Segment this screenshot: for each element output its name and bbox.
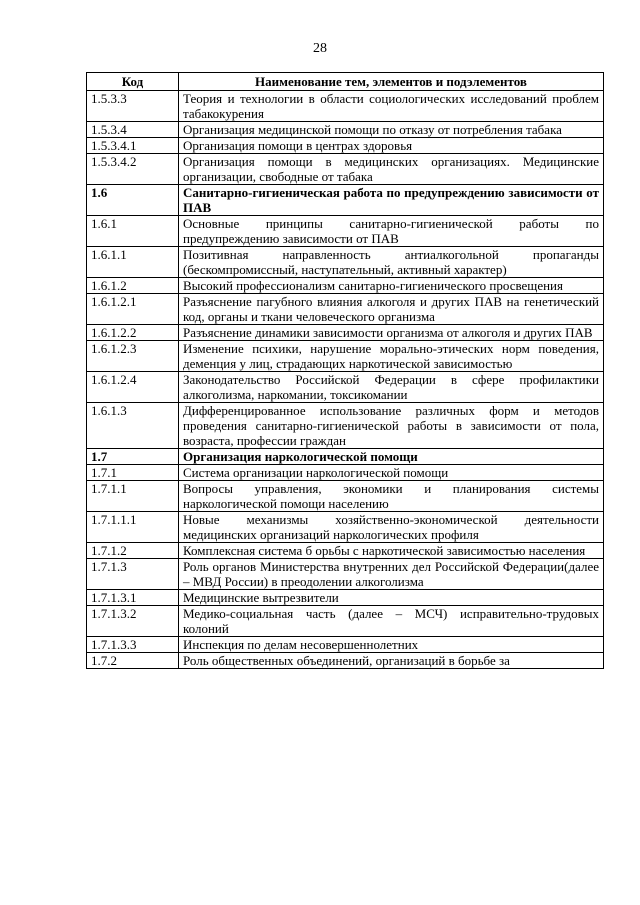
row-title: Законодательство Российской Федерации в сфере профилактики алкоголизма, наркомании, токсикомании <box>179 372 604 403</box>
row-code: 1.7.2 <box>87 653 179 669</box>
page-number: 28 <box>313 41 327 56</box>
row-code: 1.6.1.2.4 <box>87 372 179 403</box>
row-code: 1.6.1.1 <box>87 247 179 278</box>
row-title: Вопросы управления, экономики и планирования системы наркологической помощи населению <box>179 481 604 512</box>
row-code: 1.7.1.3 <box>87 559 179 590</box>
table-row <box>87 606 604 637</box>
row-title: Инспекция по делам несовершеннолетних <box>179 637 604 653</box>
row-code: 1.6.1.2.2 <box>87 325 179 341</box>
row-code: 1.5.3.4.2 <box>87 154 179 185</box>
row-code: 1.7 <box>87 449 179 465</box>
row-code: 1.7.1.1.1 <box>87 512 179 543</box>
row-title: Медицинские вытрезвители <box>179 590 604 606</box>
table-row <box>87 341 604 372</box>
table-row <box>87 138 604 154</box>
row-title: Организация помощи в центрах здоровья <box>179 138 604 154</box>
row-title: Роль общественных объединений, организаций в борьбе за <box>179 653 604 669</box>
row-title: Организация наркологической помощи <box>179 449 604 465</box>
table-row <box>87 559 604 590</box>
row-title: Организация медицинской помощи по отказу от потребления табака <box>179 122 604 138</box>
table-row <box>87 481 604 512</box>
table-row <box>87 154 604 185</box>
row-code: 1.7.1.3.3 <box>87 637 179 653</box>
table-row <box>87 247 604 278</box>
row-title: Система организации наркологической помощи <box>179 465 604 481</box>
row-title: Комплексная система б орьбы с наркотической зависимостью населения <box>179 543 604 559</box>
row-code: 1.7.1 <box>87 465 179 481</box>
row-title: Высокий профессионализм санитарно-гигиенического просвещения <box>179 278 604 294</box>
row-title: Организация помощи в медицинских организациях. Медицинские организации, свободные от табака <box>179 154 604 185</box>
row-title: Санитарно-гигиеническая работа по предупреждению зависимости от ПАВ <box>179 185 604 216</box>
row-code: 1.6.1.2.1 <box>87 294 179 325</box>
table-row <box>87 185 604 216</box>
table-row <box>87 465 604 481</box>
table-row <box>87 449 604 465</box>
header-name: Наименование тем, элементов и подэлементов <box>179 73 604 91</box>
table-row <box>87 325 604 341</box>
row-title: Новые механизмы хозяйственно-экономической деятельности медицинских организаций наркологических профиля <box>179 512 604 543</box>
row-code: 1.7.1.3.1 <box>87 590 179 606</box>
table-row <box>87 372 604 403</box>
table-header-row <box>87 73 604 91</box>
header-code: Код <box>87 73 179 91</box>
row-code: 1.7.1.2 <box>87 543 179 559</box>
row-title: Медико-социальная часть (далее – МСЧ) исправительно-трудовых колоний <box>179 606 604 637</box>
row-code: 1.5.3.4.1 <box>87 138 179 154</box>
table-row <box>87 403 604 449</box>
row-title: Дифференцированное использование различных форм и методов проведения санитарно-гигиенической работы в зависимости от пола, возраста, профессии граждан <box>179 403 604 449</box>
table-row <box>87 543 604 559</box>
table-row <box>87 590 604 606</box>
row-title: Позитивная направленность антиалкогольной пропаганды (бескомпромиссный, наступательный, активный характер) <box>179 247 604 278</box>
row-code: 1.6.1.2 <box>87 278 179 294</box>
row-code: 1.6.1.3 <box>87 403 179 449</box>
row-title: Разъяснение динамики зависимости организма от алкоголя и других ПАВ <box>179 325 604 341</box>
row-code: 1.6 <box>87 185 179 216</box>
row-title: Разъяснение пагубного влияния алкоголя и других ПАВ на генетический код, органы и ткани человеческого организма <box>179 294 604 325</box>
row-title: Изменение психики, нарушение морально-этических норм поведения, деменция у лиц, страдающих наркотической зависимостью <box>179 341 604 372</box>
row-code: 1.6.1 <box>87 216 179 247</box>
table-row <box>87 512 604 543</box>
table-row <box>87 122 604 138</box>
topics-table <box>86 72 604 669</box>
row-title: Роль органов Министерства внутренних дел Российской Федерации(далее – МВД России) в преодолении алкоголизма <box>179 559 604 590</box>
row-title: Основные принципы санитарно-гигиенической работы по предупреждению зависимости от ПАВ <box>179 216 604 247</box>
row-code: 1.5.3.3 <box>87 91 179 122</box>
table-row <box>87 278 604 294</box>
table-row <box>87 216 604 247</box>
table-row <box>87 637 604 653</box>
row-code: 1.5.3.4 <box>87 122 179 138</box>
table-row <box>87 294 604 325</box>
row-code: 1.7.1.1 <box>87 481 179 512</box>
row-code: 1.7.1.3.2 <box>87 606 179 637</box>
table-row <box>87 91 604 122</box>
table-row <box>87 653 604 669</box>
row-code: 1.6.1.2.3 <box>87 341 179 372</box>
row-title: Теория и технологии в области социологических исследований проблем табакокурения <box>179 91 604 122</box>
